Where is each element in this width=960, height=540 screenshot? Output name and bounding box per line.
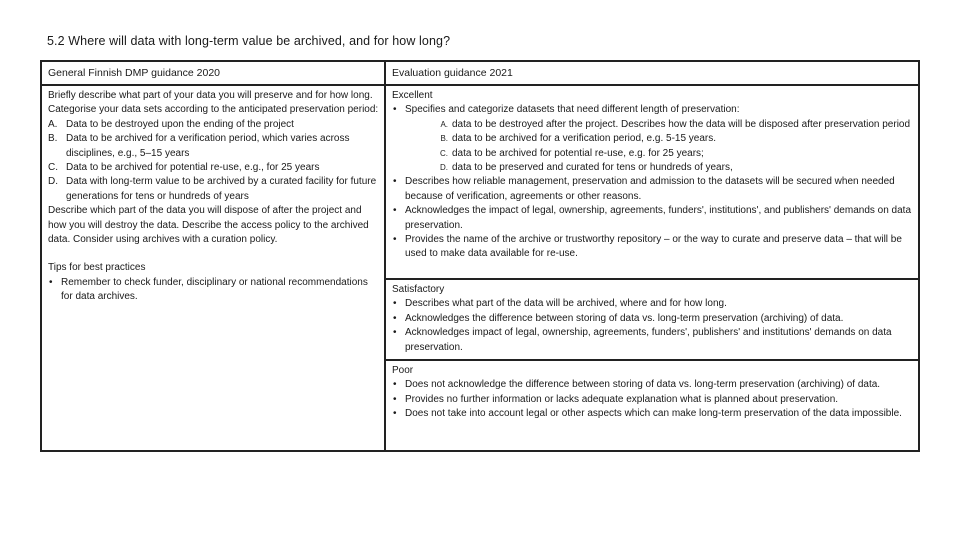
excellent-subitem: B. data to be archived for a verification period, e.g. 5-15 years. bbox=[440, 133, 717, 145]
excellent-bullet: • Describes how reliable management, preservation and admission to the datasets will be secured when needed because of verification, agreements or other reasons. bbox=[393, 176, 895, 202]
category-item: C. Data to be archived for potential re-use, e.g., for 25 years bbox=[48, 162, 320, 174]
satisfactory-bullet: • Acknowledges the difference between storing of data vs. long-term preservation (archiving) of data. bbox=[393, 312, 844, 324]
tips-heading: Tips for best practices bbox=[48, 262, 146, 274]
excellent-divider bbox=[384, 278, 918, 280]
excellent-subitem: A. data to be destroyed after the project. Describes how the data will be disposed after preservation period bbox=[440, 118, 911, 130]
category-item: A. Data to be destroyed upon the ending of the project bbox=[48, 118, 294, 130]
guidance-table bbox=[40, 60, 920, 452]
right-column-header: Evaluation guidance 2021 bbox=[392, 67, 513, 79]
outro-text: Describe which part of the data you will dispose of after the project and how you will destroy the data. Describe the access policy to the archived data. Consider using archives with a curation policy. bbox=[48, 205, 369, 246]
intro-text: Briefly describe what part of your data you will preserve and for how long. Categorise your data sets according to the anticipated preservation period: bbox=[48, 90, 379, 116]
left-column-header: General Finnish DMP guidance 2020 bbox=[48, 67, 220, 79]
satisfactory-section bbox=[392, 283, 914, 355]
excellent-bullet: • Specifies and categorize datasets that need different length of preservation: bbox=[393, 104, 740, 116]
poor-label: Poor bbox=[392, 365, 414, 376]
excellent-list bbox=[392, 103, 914, 117]
excellent-section bbox=[392, 89, 914, 262]
excellent-list-more bbox=[392, 175, 914, 261]
header-divider bbox=[42, 84, 918, 86]
excellent-label: Excellent bbox=[392, 90, 433, 101]
tips-list bbox=[48, 276, 380, 305]
slide-title: 5.2 Where will data with long-term value be archived, and for how long? bbox=[47, 34, 451, 48]
excellent-sublist bbox=[434, 118, 914, 176]
satisfactory-bullet: • Acknowledges impact of legal, ownership, agreements, funders', publishers' and institutions' demands on data preservation. bbox=[393, 327, 892, 353]
satisfactory-list bbox=[392, 297, 914, 355]
excellent-subitem: D. data to be preserved and curated for tens or hundreds of years, bbox=[440, 162, 733, 174]
satisfactory-label: Satisfactory bbox=[392, 284, 445, 295]
poor-bullet: • Does not take into account legal or other aspects which can make long-term preservation of the data impossible. bbox=[393, 408, 902, 420]
excellent-bullet: • Acknowledges the impact of legal, ownership, agreements, funders', institutions', and publishers' demands on data preservation. bbox=[393, 205, 912, 231]
satisfactory-divider bbox=[384, 359, 918, 361]
excellent-bullet: • Provides the name of the archive or trustworthy repository – or the way to curate and preserve data – that will be used to make data available for re-use. bbox=[393, 234, 902, 260]
satisfactory-bullet: • Describes what part of the data will be archived, where and for how long. bbox=[393, 298, 727, 310]
poor-bullet: • Does not acknowledge the difference between storing of data vs. long-term preservation (archiving) of data. bbox=[393, 379, 881, 391]
category-item: B. Data to be archived for a verification period, which varies across disciplines, e.g., 5–15 years bbox=[48, 133, 350, 159]
poor-section bbox=[392, 364, 914, 422]
tip-item: • Remember to check funder, disciplinary or national recommendations for data archives. bbox=[49, 276, 368, 303]
poor-bullet: • Provides no further information or lacks adequate explanation what is planned about preservation. bbox=[393, 393, 839, 405]
left-guidance-body bbox=[48, 89, 380, 305]
category-item: D. Data with long-term value to be archived by a curated facility for future generations for tens or hundreds of years bbox=[48, 176, 377, 202]
category-list bbox=[48, 118, 380, 204]
excellent-subitem: C. data to be archived for potential re-use, e.g. for 25 years; bbox=[440, 147, 704, 159]
column-divider bbox=[384, 62, 386, 450]
poor-list bbox=[392, 378, 914, 421]
